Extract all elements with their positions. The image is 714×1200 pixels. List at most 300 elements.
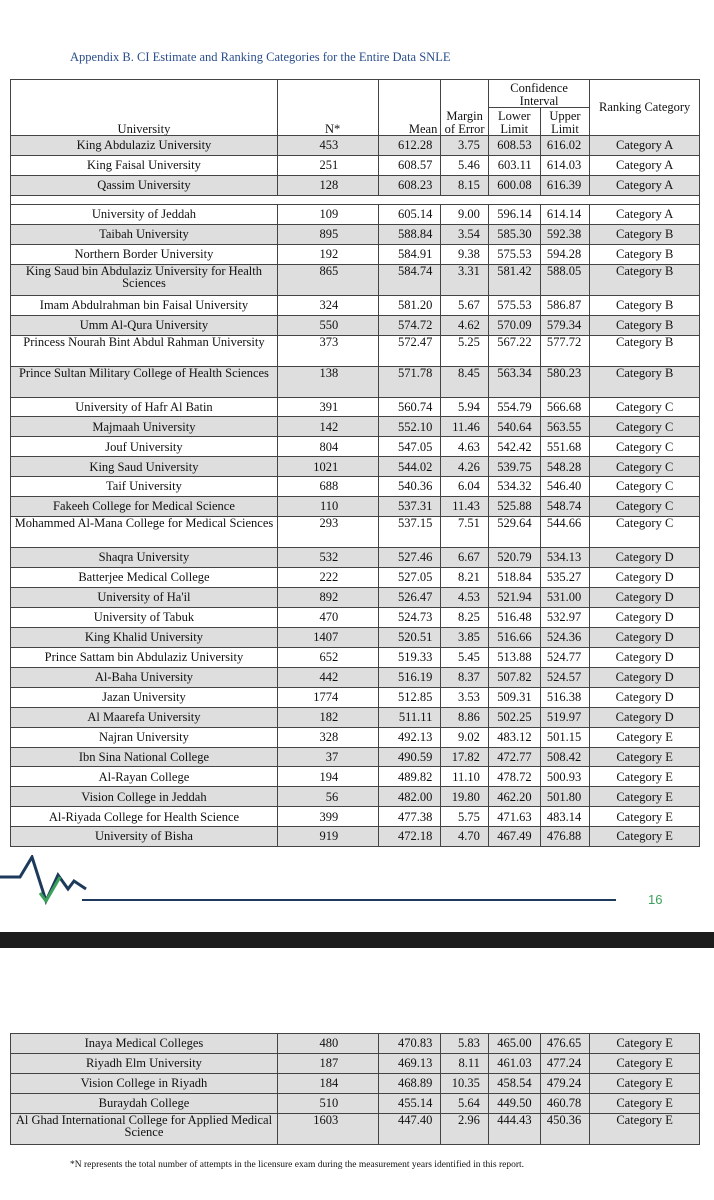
- cell-category: Category C: [590, 397, 700, 417]
- cell-mean: 477.38: [379, 807, 441, 827]
- cell-lower: 540.64: [488, 417, 540, 437]
- cell-category: Category A: [590, 204, 700, 224]
- cell-mean: 519.33: [379, 647, 441, 667]
- cell-university: King Khalid University: [11, 627, 278, 647]
- cell-margin: 2.96: [441, 1113, 489, 1144]
- cell-category: Category E: [590, 727, 700, 747]
- cell-margin: 8.86: [441, 707, 489, 727]
- cell-category: Category E: [590, 827, 700, 847]
- cell-upper: 592.38: [540, 224, 590, 244]
- cell-n: 187: [277, 1053, 378, 1073]
- cell-margin: 5.75: [441, 807, 489, 827]
- cell-category: Category E: [590, 787, 700, 807]
- cell-margin: 6.67: [441, 548, 489, 568]
- cell-lower: 570.09: [488, 315, 540, 335]
- cell-mean: 492.13: [379, 727, 441, 747]
- cell-mean: 527.05: [379, 568, 441, 588]
- cell-category: Category A: [590, 155, 700, 175]
- cell-category: Category C: [590, 517, 700, 548]
- table-row: [11, 1034, 700, 1054]
- cell-n: 37: [277, 747, 378, 767]
- cell-upper: 532.97: [540, 607, 590, 627]
- table-row: [11, 437, 700, 457]
- cell-lower: 575.53: [488, 244, 540, 264]
- cell-upper: 519.97: [540, 707, 590, 727]
- cell-n: 56: [277, 787, 378, 807]
- cell-university: University of Jeddah: [11, 204, 278, 224]
- cell-mean: 608.57: [379, 155, 441, 175]
- cell-category: Category B: [590, 244, 700, 264]
- cell-upper: 501.80: [540, 787, 590, 807]
- cell-margin: 9.00: [441, 204, 489, 224]
- cell-category: Category C: [590, 417, 700, 437]
- table-row: [11, 244, 700, 264]
- table-row: [11, 607, 700, 627]
- cell-margin: 10.35: [441, 1073, 489, 1093]
- cell-category: Category D: [590, 568, 700, 588]
- header-category: Ranking Category: [590, 80, 700, 136]
- cell-category: Category B: [590, 366, 700, 397]
- cell-lower: 581.42: [488, 264, 540, 295]
- cell-n: 442: [277, 667, 378, 687]
- cell-category: Category D: [590, 707, 700, 727]
- cell-lower: 516.48: [488, 607, 540, 627]
- cell-university: Fakeeh College for Medical Science: [11, 497, 278, 517]
- cell-n: 138: [277, 366, 378, 397]
- cell-lower: 596.14: [488, 204, 540, 224]
- cell-margin: 8.25: [441, 607, 489, 627]
- cell-lower: 521.94: [488, 588, 540, 608]
- cell-n: 1021: [277, 457, 378, 477]
- table-row: [11, 568, 700, 588]
- cell-n: 110: [277, 497, 378, 517]
- cell-category: Category E: [590, 807, 700, 827]
- cell-mean: 516.19: [379, 667, 441, 687]
- header-ci-group: Confidence Interval: [488, 80, 589, 108]
- table-row: [11, 315, 700, 335]
- cell-margin: 5.45: [441, 647, 489, 667]
- cell-lower: 554.79: [488, 397, 540, 417]
- cell-margin: 5.25: [441, 335, 489, 366]
- cell-lower: 518.84: [488, 568, 540, 588]
- cell-upper: 460.78: [540, 1093, 590, 1113]
- cell-margin: 4.62: [441, 315, 489, 335]
- cell-mean: 581.20: [379, 295, 441, 315]
- cell-n: 1603: [277, 1113, 378, 1144]
- cell-n: 453: [277, 136, 378, 156]
- cell-margin: 4.26: [441, 457, 489, 477]
- cell-mean: 540.36: [379, 477, 441, 497]
- cell-mean: 455.14: [379, 1093, 441, 1113]
- cell-university: King Abdulaziz University: [11, 136, 278, 156]
- footnote: *N represents the total number of attempts in the licensure exam during the measurement years identified in this report.: [70, 1160, 525, 1170]
- cell-upper: 477.24: [540, 1053, 590, 1073]
- cell-category: Category D: [590, 627, 700, 647]
- cell-n: 184: [277, 1073, 378, 1093]
- table-row: [11, 397, 700, 417]
- cell-upper: 614.03: [540, 155, 590, 175]
- cell-n: 1407: [277, 627, 378, 647]
- cell-upper: 508.42: [540, 747, 590, 767]
- cell-mean: 447.40: [379, 1113, 441, 1144]
- cell-mean: 526.47: [379, 588, 441, 608]
- cell-upper: 524.57: [540, 667, 590, 687]
- cell-university: Al-Baha University: [11, 667, 278, 687]
- cell-n: 865: [277, 264, 378, 295]
- cell-mean: 584.91: [379, 244, 441, 264]
- cell-n: 892: [277, 588, 378, 608]
- table-row: [11, 477, 700, 497]
- cell-lower: 525.88: [488, 497, 540, 517]
- table-row: [11, 727, 700, 747]
- cell-lower: 520.79: [488, 548, 540, 568]
- cell-upper: 563.55: [540, 417, 590, 437]
- cell-mean: 584.74: [379, 264, 441, 295]
- cell-lower: 608.53: [488, 136, 540, 156]
- cell-university: Al Maarefa University: [11, 707, 278, 727]
- cell-university: Al Ghad International College for Applied Medical Science: [11, 1113, 278, 1144]
- cell-university: Riyadh Elm University: [11, 1053, 278, 1073]
- cell-n: 919: [277, 827, 378, 847]
- footer-rule: [82, 899, 616, 901]
- cell-upper: 476.65: [540, 1034, 590, 1054]
- cell-mean: 547.05: [379, 437, 441, 457]
- cell-mean: 511.11: [379, 707, 441, 727]
- cell-lower: 575.53: [488, 295, 540, 315]
- cell-upper: 577.72: [540, 335, 590, 366]
- cell-university: Buraydah College: [11, 1093, 278, 1113]
- cell-upper: 500.93: [540, 767, 590, 787]
- cell-mean: 470.83: [379, 1034, 441, 1054]
- table-row: [11, 264, 700, 295]
- cell-university: King Saud bin Abdulaziz University for Health Sciences: [11, 264, 278, 295]
- cell-margin: 4.63: [441, 437, 489, 457]
- cell-margin: 5.67: [441, 295, 489, 315]
- cell-mean: 527.46: [379, 548, 441, 568]
- cell-lower: 516.66: [488, 627, 540, 647]
- cell-university: Princess Nourah Bint Abdul Rahman University: [11, 335, 278, 366]
- cell-lower: 449.50: [488, 1093, 540, 1113]
- cell-mean: 588.84: [379, 224, 441, 244]
- table-row: [11, 707, 700, 727]
- cell-upper: 483.14: [540, 807, 590, 827]
- cell-margin: 11.43: [441, 497, 489, 517]
- table-body-a: [11, 136, 700, 196]
- cell-n: 222: [277, 568, 378, 588]
- cell-n: 399: [277, 807, 378, 827]
- cell-university: Jazan University: [11, 687, 278, 707]
- cell-n: 480: [277, 1034, 378, 1054]
- header-upper: Upper Limit: [540, 108, 590, 136]
- cell-upper: 534.13: [540, 548, 590, 568]
- cell-lower: 585.30: [488, 224, 540, 244]
- cell-upper: 579.34: [540, 315, 590, 335]
- cell-mean: 574.72: [379, 315, 441, 335]
- cell-upper: 501.15: [540, 727, 590, 747]
- table-row: [11, 136, 700, 156]
- cell-upper: 594.28: [540, 244, 590, 264]
- table-row: [11, 588, 700, 608]
- cell-n: 373: [277, 335, 378, 366]
- cell-upper: 588.05: [540, 264, 590, 295]
- cell-margin: 17.82: [441, 747, 489, 767]
- cell-n: 128: [277, 175, 378, 195]
- table-row: [11, 457, 700, 477]
- cell-category: Category D: [590, 548, 700, 568]
- cell-category: Category E: [590, 1093, 700, 1113]
- cell-lower: 529.64: [488, 517, 540, 548]
- cell-margin: 3.53: [441, 687, 489, 707]
- cell-n: 895: [277, 224, 378, 244]
- table-row: [11, 747, 700, 767]
- cell-lower: 513.88: [488, 647, 540, 667]
- table-row: [11, 787, 700, 807]
- cell-university: Umm Al-Qura University: [11, 315, 278, 335]
- cell-margin: 8.11: [441, 1053, 489, 1073]
- cell-university: Al-Riyada College for Health Science: [11, 807, 278, 827]
- cell-category: Category D: [590, 607, 700, 627]
- cell-upper: 476.88: [540, 827, 590, 847]
- table-row: [11, 667, 700, 687]
- cell-n: 688: [277, 477, 378, 497]
- cell-mean: 572.47: [379, 335, 441, 366]
- cell-margin: 3.54: [441, 224, 489, 244]
- cell-lower: 478.72: [488, 767, 540, 787]
- cell-category: Category B: [590, 264, 700, 295]
- cell-university: Ibn Sina National College: [11, 747, 278, 767]
- cell-university: Taif University: [11, 477, 278, 497]
- table-row: [11, 366, 700, 397]
- cell-university: Taibah University: [11, 224, 278, 244]
- cell-category: Category B: [590, 224, 700, 244]
- cell-margin: 8.45: [441, 366, 489, 397]
- cell-upper: 586.87: [540, 295, 590, 315]
- table-body-c: [11, 1034, 700, 1145]
- appendix-title: Appendix B. CI Estimate and Ranking Categories for the Entire Data SNLE: [70, 50, 451, 64]
- cell-university: Vision College in Riyadh: [11, 1073, 278, 1093]
- cell-upper: 616.39: [540, 175, 590, 195]
- table-row: [11, 1093, 700, 1113]
- cell-mean: 490.59: [379, 747, 441, 767]
- page-separator: [0, 932, 714, 948]
- cell-category: Category D: [590, 647, 700, 667]
- cell-n: 804: [277, 437, 378, 457]
- table-row: [11, 827, 700, 847]
- cell-category: Category B: [590, 335, 700, 366]
- cell-university: King Faisal University: [11, 155, 278, 175]
- cell-mean: 469.13: [379, 1053, 441, 1073]
- cell-university: Northern Border University: [11, 244, 278, 264]
- cell-n: 391: [277, 397, 378, 417]
- cell-margin: 11.10: [441, 767, 489, 787]
- cell-n: 1774: [277, 687, 378, 707]
- header-n: N*: [277, 80, 378, 136]
- cell-margin: 8.15: [441, 175, 489, 195]
- cell-n: 328: [277, 727, 378, 747]
- cell-lower: 542.42: [488, 437, 540, 457]
- cell-margin: 5.64: [441, 1093, 489, 1113]
- cell-mean: 524.73: [379, 607, 441, 627]
- cell-upper: 516.38: [540, 687, 590, 707]
- cell-upper: 546.40: [540, 477, 590, 497]
- cell-mean: 612.28: [379, 136, 441, 156]
- cell-mean: 482.00: [379, 787, 441, 807]
- cell-lower: 472.77: [488, 747, 540, 767]
- cell-margin: 3.75: [441, 136, 489, 156]
- table-row: [11, 647, 700, 667]
- cell-university: King Saud University: [11, 457, 278, 477]
- cell-university: Shaqra University: [11, 548, 278, 568]
- cell-lower: 461.03: [488, 1053, 540, 1073]
- cell-margin: 9.02: [441, 727, 489, 747]
- cell-university: University of Ha'il: [11, 588, 278, 608]
- cell-lower: 471.63: [488, 807, 540, 827]
- cell-upper: 580.23: [540, 366, 590, 397]
- table-row: [11, 204, 700, 224]
- cell-category: Category D: [590, 667, 700, 687]
- cell-upper: 548.28: [540, 457, 590, 477]
- table-row: [11, 417, 700, 437]
- cell-upper: 524.77: [540, 647, 590, 667]
- cell-lower: 483.12: [488, 727, 540, 747]
- cell-university: University of Tabuk: [11, 607, 278, 627]
- table-row: [11, 497, 700, 517]
- cell-margin: 7.51: [441, 517, 489, 548]
- cell-lower: 567.22: [488, 335, 540, 366]
- cell-margin: 5.94: [441, 397, 489, 417]
- cell-category: Category E: [590, 747, 700, 767]
- cell-lower: 539.75: [488, 457, 540, 477]
- cell-mean: 571.78: [379, 366, 441, 397]
- brand-logo-icon: [0, 855, 110, 915]
- header-margin: Margin of Error: [441, 80, 489, 136]
- cell-category: Category C: [590, 457, 700, 477]
- cell-upper: 566.68: [540, 397, 590, 417]
- cell-margin: 5.46: [441, 155, 489, 175]
- table-body-b: [11, 204, 700, 846]
- cell-university: Qassim University: [11, 175, 278, 195]
- table-row: [11, 687, 700, 707]
- cell-margin: 19.80: [441, 787, 489, 807]
- ci-ranking-table: [10, 79, 700, 847]
- cell-lower: 509.31: [488, 687, 540, 707]
- cell-university: Batterjee Medical College: [11, 568, 278, 588]
- cell-margin: 4.53: [441, 588, 489, 608]
- header-mean: Mean: [379, 80, 441, 136]
- cell-category: Category B: [590, 295, 700, 315]
- cell-mean: 537.15: [379, 517, 441, 548]
- cell-upper: 531.00: [540, 588, 590, 608]
- cell-lower: 507.82: [488, 667, 540, 687]
- cell-mean: 537.31: [379, 497, 441, 517]
- cell-university: Najran University: [11, 727, 278, 747]
- cell-lower: 603.11: [488, 155, 540, 175]
- cell-margin: 3.85: [441, 627, 489, 647]
- cell-upper: 544.66: [540, 517, 590, 548]
- cell-mean: 552.10: [379, 417, 441, 437]
- table-row: [11, 224, 700, 244]
- cell-n: 550: [277, 315, 378, 335]
- table-row: [11, 548, 700, 568]
- cell-upper: 535.27: [540, 568, 590, 588]
- cell-margin: 9.38: [441, 244, 489, 264]
- cell-university: Mohammed Al-Mana College for Medical Sciences: [11, 517, 278, 548]
- table-row: [11, 1113, 700, 1144]
- cell-margin: 8.37: [441, 667, 489, 687]
- cell-upper: 616.02: [540, 136, 590, 156]
- cell-upper: 450.36: [540, 1113, 590, 1144]
- cell-category: Category D: [590, 588, 700, 608]
- cell-category: Category E: [590, 1113, 700, 1144]
- header-university: University: [11, 80, 278, 136]
- cell-mean: 605.14: [379, 204, 441, 224]
- cell-lower: 458.54: [488, 1073, 540, 1093]
- table-row: [11, 767, 700, 787]
- cell-mean: 512.85: [379, 687, 441, 707]
- cell-category: Category E: [590, 767, 700, 787]
- cell-mean: 520.51: [379, 627, 441, 647]
- cell-margin: 8.21: [441, 568, 489, 588]
- cell-n: 293: [277, 517, 378, 548]
- cell-upper: 548.74: [540, 497, 590, 517]
- cell-category: Category E: [590, 1073, 700, 1093]
- header-lower: Lower Limit: [488, 108, 540, 136]
- table-row: [11, 335, 700, 366]
- table-row: [11, 1053, 700, 1073]
- cell-n: 251: [277, 155, 378, 175]
- cell-university: Majmaah University: [11, 417, 278, 437]
- cell-n: 194: [277, 767, 378, 787]
- cell-category: Category C: [590, 437, 700, 457]
- cell-category: Category E: [590, 1034, 700, 1054]
- cell-category: Category A: [590, 175, 700, 195]
- cell-n: 192: [277, 244, 378, 264]
- cell-mean: 489.82: [379, 767, 441, 787]
- cell-mean: 472.18: [379, 827, 441, 847]
- table-row: [11, 1073, 700, 1093]
- table-row: [11, 175, 700, 195]
- cell-n: 324: [277, 295, 378, 315]
- cell-upper: 479.24: [540, 1073, 590, 1093]
- cell-n: 652: [277, 647, 378, 667]
- cell-lower: 600.08: [488, 175, 540, 195]
- cell-lower: 465.00: [488, 1034, 540, 1054]
- cell-university: University of Bisha: [11, 827, 278, 847]
- cell-category: Category C: [590, 477, 700, 497]
- cell-upper: 524.36: [540, 627, 590, 647]
- cell-category: Category C: [590, 497, 700, 517]
- cell-mean: 608.23: [379, 175, 441, 195]
- cell-margin: 6.04: [441, 477, 489, 497]
- cell-n: 109: [277, 204, 378, 224]
- table-row: [11, 155, 700, 175]
- table-row: [11, 807, 700, 827]
- cell-lower: 534.32: [488, 477, 540, 497]
- cell-university: Inaya Medical Colleges: [11, 1034, 278, 1054]
- cell-category: Category A: [590, 136, 700, 156]
- cell-lower: 467.49: [488, 827, 540, 847]
- cell-n: 532: [277, 548, 378, 568]
- cell-mean: 544.02: [379, 457, 441, 477]
- cell-category: Category D: [590, 687, 700, 707]
- table-row: [11, 295, 700, 315]
- cell-category: Category B: [590, 315, 700, 335]
- page-number: 16: [648, 892, 663, 907]
- cell-upper: 614.14: [540, 204, 590, 224]
- cell-margin: 5.83: [441, 1034, 489, 1054]
- cell-university: Imam Abdulrahman bin Faisal University: [11, 295, 278, 315]
- cell-mean: 560.74: [379, 397, 441, 417]
